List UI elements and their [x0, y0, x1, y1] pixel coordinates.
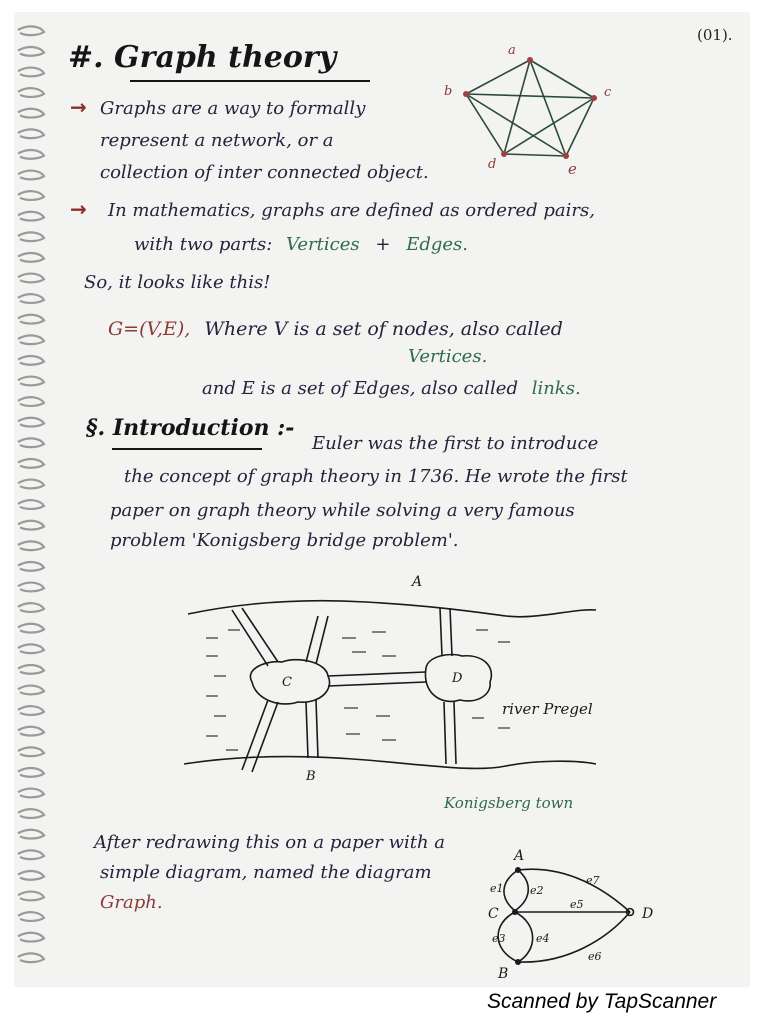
page-number: (01).	[697, 26, 733, 44]
bullet-arrow: →	[70, 197, 87, 221]
binding-ring	[18, 686, 44, 695]
edge-label-e2: e2	[530, 884, 544, 897]
binding-ring	[18, 850, 44, 859]
intro-line-2: the concept of graph theory in 1736. He wrote the first	[124, 466, 628, 487]
scanner-watermark: Scanned by TapScanner	[487, 990, 717, 1013]
binding-ring	[18, 129, 44, 138]
links-word: links.	[531, 378, 581, 399]
redraw-line-2: simple diagram, named the diagram	[100, 862, 432, 883]
introduction-underline	[112, 448, 262, 450]
binding-ring	[18, 191, 44, 200]
town-label: Konigsberg town	[444, 794, 574, 812]
binding-ring	[18, 438, 44, 447]
binding-ring	[18, 212, 44, 221]
binding-ring	[18, 315, 44, 324]
binding-ring	[18, 109, 44, 118]
edge-label-e3: e3	[492, 932, 506, 945]
binding-ring	[18, 377, 44, 386]
binding-ring	[18, 171, 44, 180]
binding-ring	[18, 150, 44, 159]
land-label-b: B	[306, 769, 316, 784]
binding-ring	[18, 933, 44, 942]
introduction-heading: §. Introduction :-	[86, 415, 295, 441]
vertices-word: Vertices	[286, 234, 360, 255]
river-label: river Pregel	[502, 700, 593, 718]
graph-word: Graph.	[100, 892, 163, 913]
edges-definition-line	[202, 378, 581, 399]
binding-ring	[18, 768, 44, 777]
redraw-line-1: After redrawing this on a paper with a	[94, 832, 446, 853]
definition-line-1: Graphs are a way to formally	[100, 98, 366, 119]
binding-ring	[18, 912, 44, 921]
bullet-arrow: →	[70, 95, 87, 119]
island-label-c: C	[282, 675, 292, 690]
binding-ring	[18, 335, 44, 344]
konigsberg-bridge-diagram	[176, 568, 616, 818]
binding-ring	[18, 706, 44, 715]
land-label-a: A	[412, 574, 423, 590]
edge-label-e6: e6	[588, 950, 602, 963]
node-label-d: D	[642, 906, 654, 922]
pentagon-graph	[440, 40, 620, 180]
binding-ring	[18, 583, 44, 592]
binding-ring	[18, 88, 44, 97]
vertex-label-d: d	[488, 157, 497, 172]
edge-label-e5: e5	[570, 898, 584, 911]
vertex-label-e: e	[568, 160, 577, 178]
vertex-label-b: b	[444, 84, 453, 99]
binding-ring	[18, 500, 44, 509]
formula-where: Where V is a set of nodes, also called	[204, 318, 563, 340]
binding-ring	[18, 274, 44, 283]
binding-ring	[18, 253, 44, 262]
edges-word: Edges.	[406, 234, 468, 255]
definition-line-3: collection of inter connected object.	[100, 162, 429, 183]
looks-like-line: So, it looks like this!	[84, 272, 271, 293]
konigsberg-multigraph	[478, 842, 678, 988]
definition-line-2: represent a network, or a	[100, 130, 334, 151]
intro-line-1: Euler was the first to introduce	[312, 433, 599, 454]
binding-ring	[18, 47, 44, 56]
math-line-1: In mathematics, graphs are defined as ordered pairs,	[108, 200, 595, 221]
vertices-definition-word: Vertices.	[408, 346, 488, 367]
node-label-a: A	[514, 848, 525, 864]
binding-ring	[18, 665, 44, 674]
formula-line	[108, 318, 563, 340]
edge-label-e1: e1	[490, 882, 504, 895]
binding-ring	[18, 541, 44, 550]
intro-line-4: problem 'Konigsberg bridge problem'.	[110, 530, 459, 551]
binding-ring	[18, 26, 44, 35]
intro-line-3: paper on graph theory while solving a very famous	[110, 500, 575, 521]
binding-ring	[18, 232, 44, 241]
math-line-2-prefix: with two parts:	[134, 234, 273, 255]
binding-ring	[18, 747, 44, 756]
binding-ring	[18, 418, 44, 427]
binding-ring	[18, 727, 44, 736]
binding-ring	[18, 789, 44, 798]
edge-label-e4: e4	[536, 932, 550, 945]
binding-ring	[18, 521, 44, 530]
binding-ring	[18, 562, 44, 571]
page-title: #. Graph theory	[68, 40, 337, 75]
binding-ring	[18, 830, 44, 839]
binding-ring	[18, 397, 44, 406]
edge-label-e7: e7	[586, 874, 600, 887]
binding-ring	[18, 294, 44, 303]
island-label-d: D	[452, 671, 463, 686]
binding-ring	[18, 480, 44, 489]
binding-ring	[18, 624, 44, 633]
binding-ring	[18, 644, 44, 653]
math-line-2	[134, 234, 468, 255]
edges-definition-prefix: and E is a set of Edges, also called	[202, 378, 518, 399]
node-label-c: C	[488, 906, 499, 922]
title-underline	[130, 80, 370, 82]
binding-ring	[18, 871, 44, 880]
binding-ring	[18, 68, 44, 77]
binding-ring	[18, 809, 44, 818]
binding-ring	[18, 356, 44, 365]
vertex-label-c: c	[604, 85, 612, 100]
plus-sign: +	[375, 234, 391, 255]
formula-expression: G=(V,E),	[108, 318, 191, 340]
binding-ring	[18, 459, 44, 468]
binding-ring	[18, 603, 44, 612]
binding-ring	[18, 892, 44, 901]
binding-ring	[18, 953, 44, 962]
node-label-b: B	[498, 966, 509, 982]
vertex-label-a: a	[508, 43, 516, 58]
spiral-binding	[14, 22, 48, 982]
